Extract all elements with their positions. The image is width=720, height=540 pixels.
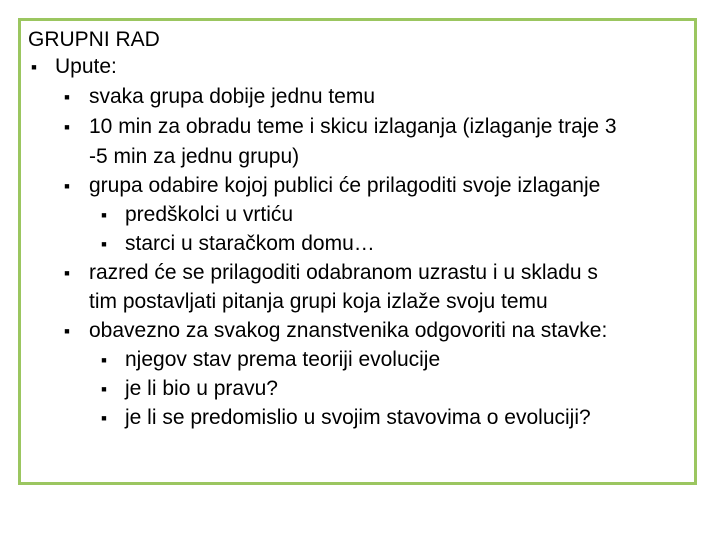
list-item: starci u staračkom domu… bbox=[125, 232, 375, 255]
list-item-upute: Upute: bbox=[55, 55, 117, 78]
list-item: njegov stav prema teoriji evolucije bbox=[125, 348, 441, 371]
list-item: svaka grupa dobije jednu temu bbox=[89, 85, 376, 108]
list-item: predškolci u vrtiću bbox=[125, 203, 294, 226]
list-item: je li bio u pravu? bbox=[125, 377, 278, 400]
bullet-icon bbox=[60, 260, 74, 288]
bullet-icon bbox=[60, 84, 74, 112]
list-item-continuation: -5 min za jednu grupu) bbox=[89, 145, 300, 168]
bullet-icon bbox=[97, 202, 111, 230]
list-item: 10 min za obradu teme i skicu izlaganja (izlaganje traje 3 bbox=[89, 115, 617, 138]
bullet-icon bbox=[97, 347, 111, 375]
bullet-icon bbox=[60, 318, 74, 346]
bullet-icon bbox=[97, 231, 111, 259]
slide-title: GRUPNI RAD bbox=[28, 28, 160, 51]
bullet-icon bbox=[60, 114, 74, 142]
bullet-icon bbox=[97, 405, 111, 433]
list-item-continuation: tim postavljati pitanja grupi koja izlaže svoju temu bbox=[89, 290, 548, 313]
bullet-icon bbox=[27, 54, 41, 82]
list-item: razred će se prilagoditi odabranom uzrastu i u skladu s bbox=[89, 261, 598, 284]
list-item: obavezno za svakog znanstvenika odgovoriti na stavke: bbox=[89, 319, 608, 342]
list-item: grupa odabire kojoj publici će prilagoditi svoje izlaganje bbox=[89, 174, 601, 197]
list-item: je li se predomislio u svojim stavovima o evoluciji? bbox=[125, 406, 591, 429]
bullet-icon bbox=[60, 173, 74, 201]
bullet-icon bbox=[97, 376, 111, 404]
